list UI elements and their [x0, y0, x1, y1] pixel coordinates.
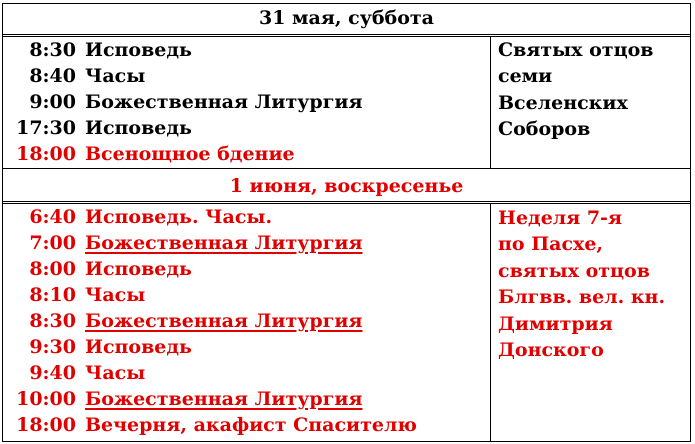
row-time: 7:00	[29, 232, 76, 254]
table-border-bottom	[2, 441, 691, 442]
day-1-title: 31 мая, суббота	[259, 7, 434, 29]
day-2-header	[2, 171, 691, 201]
row-service: Исповедь	[85, 258, 192, 280]
table-border-right	[690, 3, 691, 442]
note-line: Соборов	[498, 118, 591, 141]
row-service: Часы	[85, 65, 146, 87]
row-time: 9:30	[29, 336, 76, 358]
note-line: Димитрия	[498, 312, 613, 335]
day-2-note	[498, 205, 665, 363]
row-time: 8:40	[29, 65, 76, 87]
note-line: Неделя 7-я	[498, 207, 622, 229]
note-line: семи	[498, 65, 553, 88]
row-time: 9:40	[29, 362, 76, 384]
row-time: 8:10	[29, 284, 76, 306]
note-line: Святых отцов	[498, 39, 654, 61]
note-line: святых отцов	[498, 259, 650, 282]
row-service: Божественная Литургия	[85, 310, 363, 332]
row-service: Исповедь	[85, 39, 192, 61]
row-service: Божественная Литургия	[85, 232, 363, 254]
row-service: Часы	[85, 284, 146, 306]
row-time: 8:30	[29, 310, 76, 332]
day-1-note	[498, 37, 653, 143]
row-service: Божественная Литургия	[85, 91, 363, 113]
row-service: Исповедь. Часы.	[85, 206, 273, 228]
row-service: Вечерня, акафист Спасителю	[85, 414, 417, 436]
row-service: Часы	[85, 362, 146, 384]
row-time: 6:40	[29, 206, 76, 228]
row-time: 8:00	[29, 258, 76, 280]
note-line: Вселенских	[498, 91, 628, 114]
row-time: 9:00	[29, 91, 76, 113]
note-line: Блгвв. вел. кн.	[498, 286, 666, 309]
day-1-column-divider	[490, 37, 491, 168]
row-time: 8:30	[29, 39, 76, 61]
row-service: Исповедь	[85, 336, 192, 358]
day-1-header	[2, 3, 691, 33]
row-time: 18:00	[16, 414, 76, 436]
note-line: по Пасхе,	[498, 233, 604, 256]
row-time: 18:00	[16, 143, 76, 165]
row-service: Всенощное бдение	[85, 143, 295, 165]
schedule-table	[2, 3, 691, 442]
row-service: Исповедь	[85, 117, 192, 139]
day-2-top-rule	[2, 168, 691, 169]
row-time: 10:00	[16, 388, 76, 410]
day-2-title: 1 июня, воскресенье	[229, 175, 464, 197]
row-time: 17:30	[16, 117, 76, 139]
day-2-column-divider	[490, 204, 491, 442]
note-line: Донского	[498, 339, 604, 362]
row-service: Божественная Литургия	[85, 388, 363, 410]
